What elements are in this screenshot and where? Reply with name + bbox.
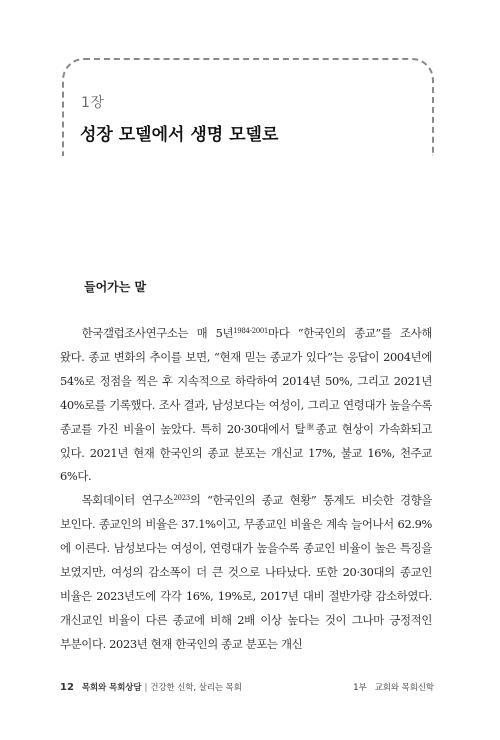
part-label: 1부 — [353, 682, 367, 692]
chapter-title: 성장 모델에서 생명 모델로 — [80, 125, 279, 145]
paragraph-1 — [60, 322, 432, 489]
book-subtitle: 건강한 신학, 살리는 목회 — [150, 682, 242, 692]
paragraph-2-text-b: 의 “한국인의 종교 현황” 통계도 비슷한 경향을 보인다. 종교인의 비율은 37.1%이고, 무종교인 비율은 계속 늘어나서 62.9%에 이른다. 남성보다는 여성이, 연령대가 높을수록 종교인 비율이 높은 특징을 보였지만, 여성의 감소폭이 더 큰 것으로 나타났다. 또한 20·30대의 종교인 비율은 2023년도에 각각 16%, 19%로, 2017년 대비 절반가량 감소하였다. 개신교인 비율이 다른 종교에 비해 2배 이상 높다는 것이 그나마 긍정적인 부분이다. 2023년 현재 한국인의 종교 분포는 개신 — [60, 493, 432, 651]
paragraph-1-text-b: 마다 “한국인의 종교”를 조사해 왔다. 종교 변화의 추이를 보면, “현재 믿는 종교가 있다”는 응답이 2004년에 54%로 정점을 찍은 후 지속적으로 하락하여 2014년 50%, 그리고 2021년 40%로를 기록했다. 조사 결과, 남성보다는 여성이, 그리고 연령대가 높을수록 종교를 가진 비율이 높았다. 특히 20·30대에서 탈 — [60, 326, 433, 436]
chapter-number: 1장 — [81, 95, 105, 111]
footer-separator: | — [144, 682, 148, 692]
paragraph-1-hanja: 脫 — [305, 422, 316, 431]
footer-right — [353, 681, 434, 693]
paragraph-2-superscript: 2023 — [173, 494, 190, 503]
body-text — [60, 322, 432, 657]
paragraph-2-text-a: 목회데이터 연구소 — [81, 493, 174, 508]
part-title: 교회와 목회신학 — [374, 682, 434, 692]
paragraph-1-text-c: 종교 현상이 가속화되고 있다. 2021년 현재 한국인의 종교 분포는 개신교 17%, 불교 16%, 천주교 6%다. — [60, 421, 432, 484]
paragraph-1-text-a: 한국갤럽조사연구소는 매 5년 — [81, 326, 234, 340]
page-footer — [60, 681, 434, 693]
paragraph-2 — [60, 489, 432, 656]
footer-left — [60, 681, 242, 693]
book-title: 목회와 목회상담 — [81, 682, 142, 692]
paragraph-1-superscript: 1984-2001 — [233, 327, 269, 335]
page-number: 12 — [60, 682, 74, 693]
section-title: 들어가는 말 — [84, 280, 147, 294]
